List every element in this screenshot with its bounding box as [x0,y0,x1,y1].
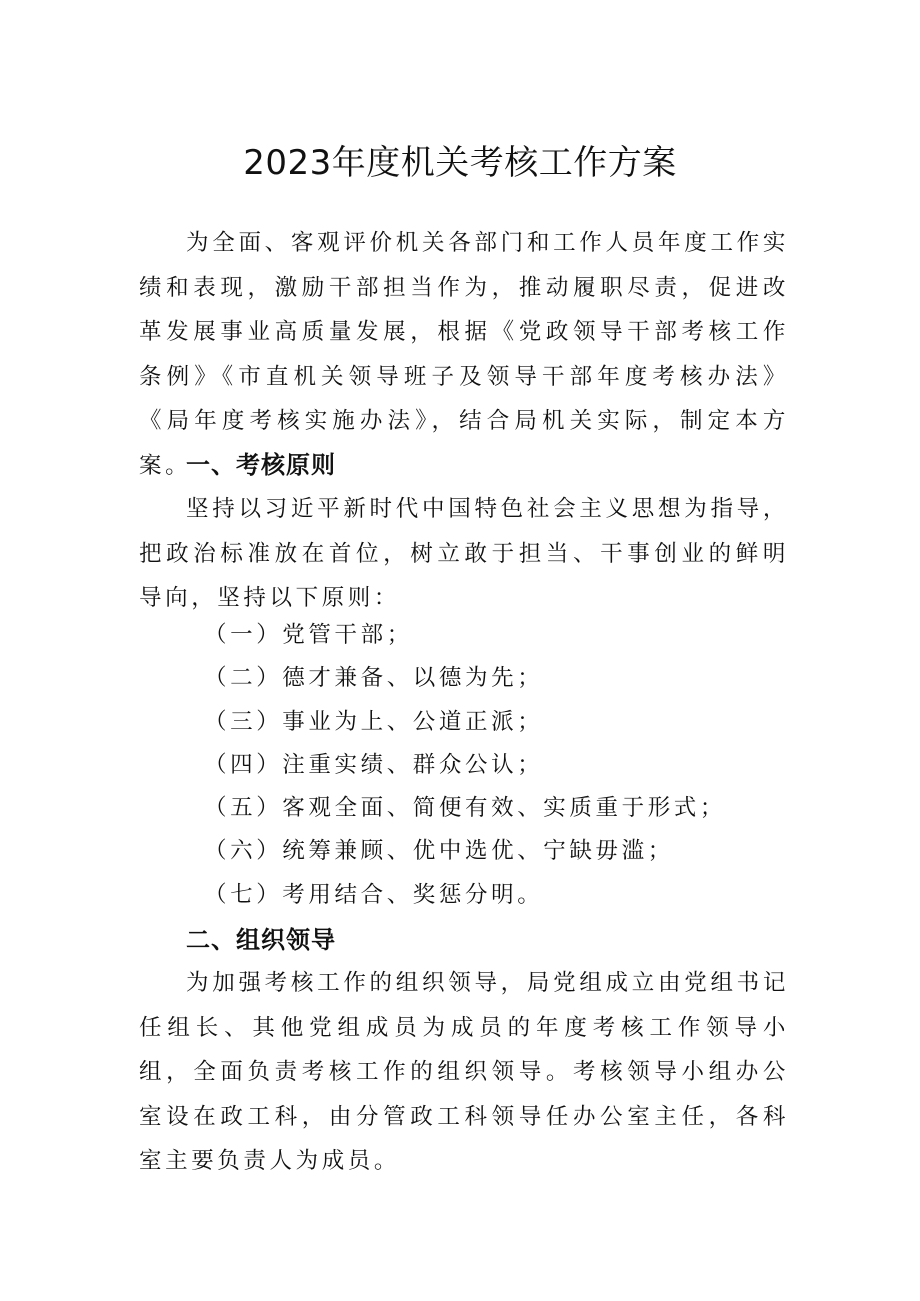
principles-paragraph: 坚持以习近平新时代中国特色社会主义思想为指导，把政治标准放在首位，树立敢于担当、干事创业的鲜明导向，坚持以下原则： [139,496,789,611]
document-title: 2023年度机关考核工作方案 [243,142,677,183]
list-item: （一）党管干部； [204,622,413,648]
section-heading-leadership: 二、组织领导 [186,926,336,954]
list-item: （四）注重实绩、群众公认； [204,751,544,778]
section-heading-principles: 一、考核原则 [186,451,336,479]
list-item: （七）考用结合、奖惩分明。 [204,881,544,908]
intro-paragraph: 为全面、客观评价机关各部门和工作人员年度工作实绩和表现，激励干部担当作为，推动履职尽责，促进改革发展事业高质量发展，根据《党政领导干部考核工作条例》《市直机关领导班子及领导干部年度考核办法》《局年度考核实施办法》，结合局机关实际，制定本方案。 [139,230,789,479]
list-item: （三）事业为上、公道正派； [204,708,544,735]
list-item: （二）德才兼备、以德为先； [204,665,544,692]
list-item: （六）统筹兼顾、优中选优、宁缺毋滥； [204,838,674,865]
principles-list [204,614,726,917]
leadership-paragraph: 为加强考核工作的组织领导，局党组成立由党组书记任组长、其他党组成员为成员的年度考核工作领导小组，全面负责考核工作的组织领导。考核领导小组办公室设在政工科，由分管政工科领导任办公室主任，各科室主要负责人为成员。 [139,970,789,1174]
list-item: （五）客观全面、简便有效、实质重于形式； [204,795,727,822]
